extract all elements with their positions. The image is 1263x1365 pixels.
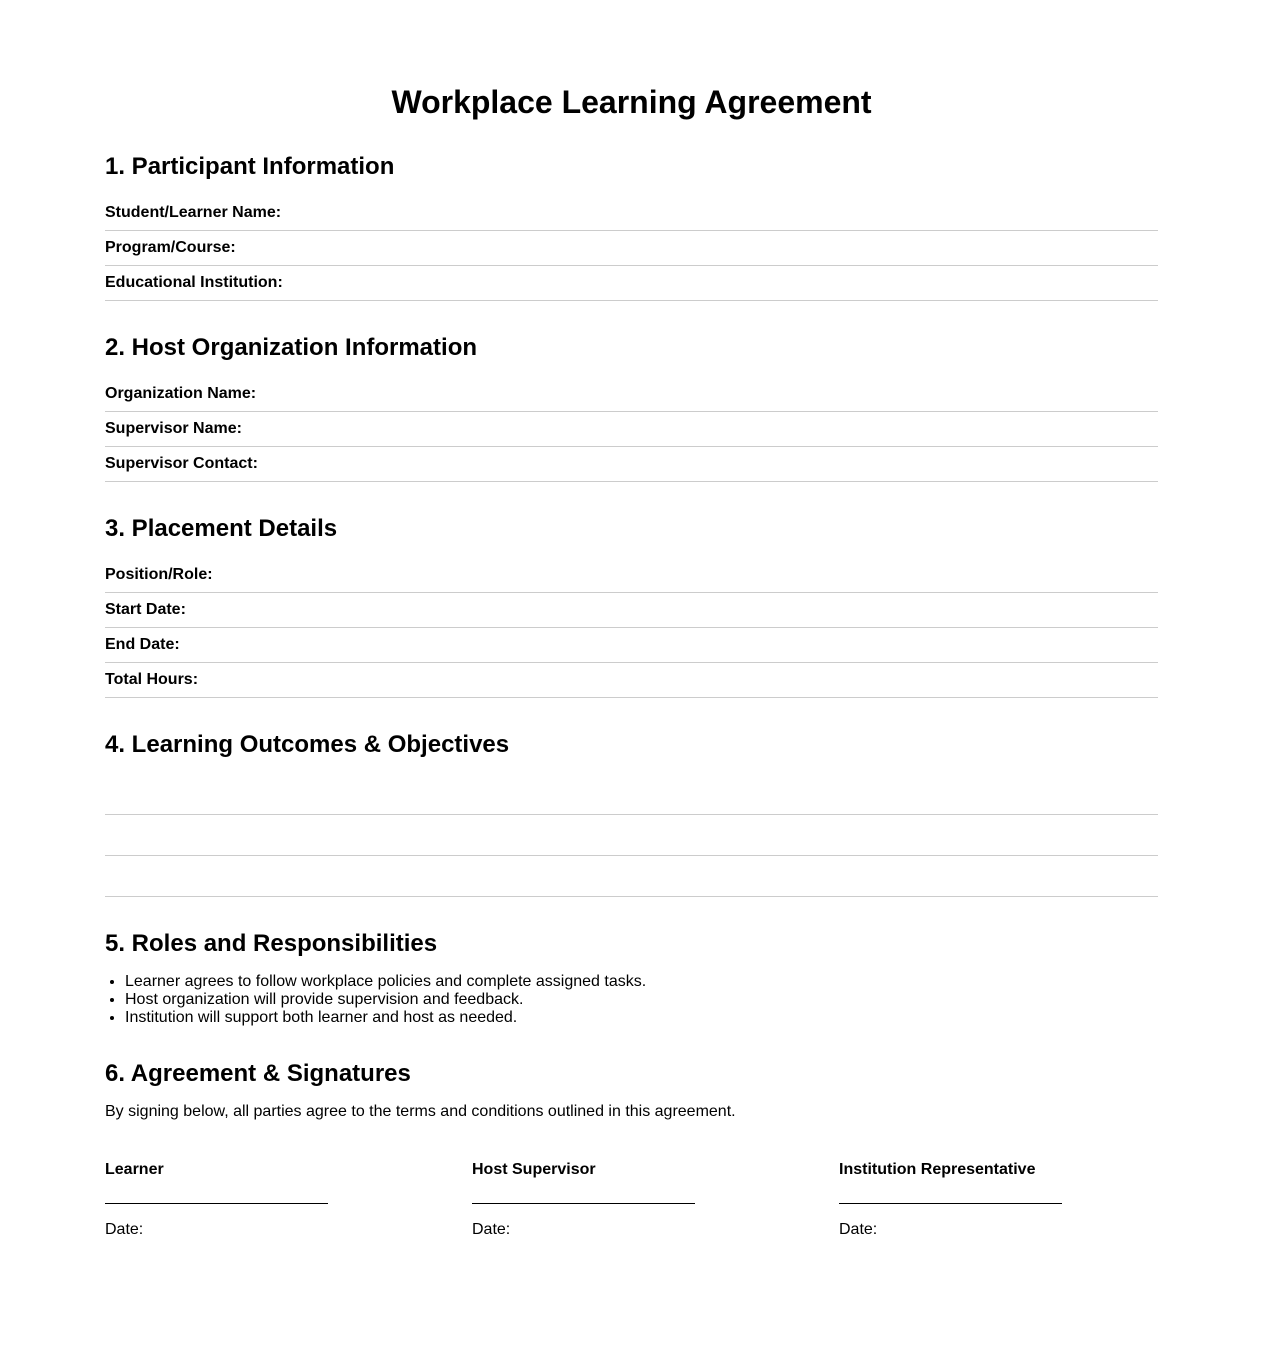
field-start-date[interactable]: Start Date: xyxy=(105,593,1158,628)
section-heading-roles: 5. Roles and Responsibilities xyxy=(105,930,438,957)
signatory-role: Learner xyxy=(105,1161,164,1178)
section-heading-host: 2. Host Organization Information xyxy=(105,334,478,361)
signature-host-supervisor xyxy=(472,1161,695,1239)
signatory-role: Host Supervisor xyxy=(472,1161,596,1178)
list-item: • Learner agrees to follow workplace policies and complete assigned tasks. xyxy=(125,973,1158,991)
section-heading-placement: 3. Placement Details xyxy=(105,515,338,542)
signatory-role: Institution Representative xyxy=(839,1161,1036,1178)
list-item: • Institution will support both learner and host as needed. xyxy=(125,1009,1158,1027)
field-position[interactable]: Position/Role: xyxy=(105,558,1158,593)
field-total-hours[interactable]: Total Hours: xyxy=(105,663,1158,698)
signature-institution-rep xyxy=(839,1161,1062,1239)
date-label: Date: xyxy=(839,1221,878,1238)
signature-line[interactable] xyxy=(105,1203,328,1204)
field-end-date[interactable]: End Date: xyxy=(105,628,1158,663)
outcome-line[interactable] xyxy=(105,774,1158,815)
field-institution[interactable]: Educational Institution: xyxy=(105,266,1158,301)
date-label: Date: xyxy=(105,1221,144,1238)
outcome-line[interactable] xyxy=(105,815,1158,856)
field-organization-name[interactable]: Organization Name: xyxy=(105,377,1158,412)
signature-block xyxy=(105,1161,1158,1301)
document-title: Workplace Learning Agreement xyxy=(391,84,872,120)
field-supervisor-name[interactable]: Supervisor Name: xyxy=(105,412,1158,447)
signature-learner xyxy=(105,1161,328,1239)
field-learner-name[interactable]: Student/Learner Name: xyxy=(105,196,1158,231)
section-heading-outcomes: 4. Learning Outcomes & Objectives xyxy=(105,731,510,758)
signature-line[interactable] xyxy=(472,1203,695,1204)
agreement-document xyxy=(105,0,1158,1301)
list-item: • Host organization will provide supervision and feedback. xyxy=(125,991,1158,1009)
responsibilities-list xyxy=(105,973,1158,1027)
agreement-text: By signing below, all parties agree to the terms and conditions outlined in this agreement. xyxy=(105,1103,736,1120)
signature-line[interactable] xyxy=(839,1203,1062,1204)
date-label: Date: xyxy=(472,1221,511,1238)
field-program[interactable]: Program/Course: xyxy=(105,231,1158,266)
field-supervisor-contact[interactable]: Supervisor Contact: xyxy=(105,447,1158,482)
section-heading-signatures: 6. Agreement & Signatures xyxy=(105,1060,411,1087)
outcome-line[interactable] xyxy=(105,856,1158,897)
section-heading-participant: 1. Participant Information xyxy=(105,153,395,180)
